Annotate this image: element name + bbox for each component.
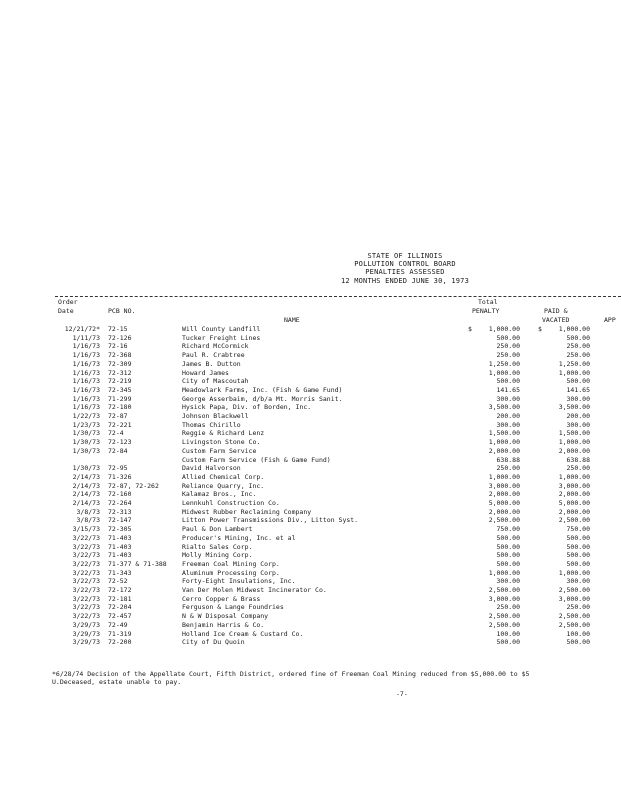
- party-name: Freeman Coal Mining Corp.: [182, 559, 280, 568]
- paid-vacated: 200.00: [566, 412, 590, 420]
- table-row: [0, 525, 621, 533]
- paid-vacated: 5,000.00: [558, 499, 590, 507]
- paid-vacated: 1,000.00: [558, 472, 590, 481]
- report-title-board: POLLUTION CONTROL BOARD: [354, 260, 456, 268]
- paid-vacated: 1,500.00: [558, 429, 590, 438]
- paid-vacated: 1,000.00: [558, 368, 590, 377]
- table-row: [0, 447, 621, 455]
- header-rule: [55, 296, 621, 297]
- pcb-number: 72-4: [108, 429, 124, 438]
- table-row: [0, 360, 621, 368]
- total-penalty: 500.00: [496, 638, 520, 647]
- party-name: Paul & Don Lambert: [182, 525, 253, 534]
- pcb-number: 72-219: [108, 377, 132, 386]
- order-date: 1/11/73: [72, 333, 100, 342]
- pcb-number: 71-403: [108, 551, 132, 560]
- paid-vacated: 250.00: [566, 464, 590, 473]
- page-number: -7-: [396, 690, 408, 698]
- order-date: 3/8/73: [76, 516, 100, 525]
- table-row: [0, 586, 621, 594]
- paid-vacated: 250.00: [566, 603, 590, 612]
- order-date: 3/22/73: [72, 533, 100, 542]
- party-name: Reliance Quarry, Inc.: [182, 481, 265, 490]
- pcb-number: 72-200: [108, 638, 132, 647]
- party-name: Midwest Rubber Reclaiming Company: [182, 507, 312, 516]
- table-row: [0, 621, 621, 629]
- party-name: Howard James: [182, 368, 229, 377]
- party-name: Johnson Blackwell: [182, 412, 249, 420]
- paid-vacated: 3,000.00: [558, 481, 590, 490]
- table-row: [0, 490, 621, 498]
- paid-vacated: 1,250.00: [558, 359, 590, 368]
- total-penalty: 1,000.00: [488, 438, 520, 447]
- party-name: Will County Landfill: [182, 325, 261, 333]
- col-order: Order: [58, 298, 78, 306]
- pcb-number: 72-312: [108, 368, 132, 377]
- table-row: [0, 516, 621, 524]
- table-row: [0, 412, 621, 420]
- order-date: 3/22/73: [72, 603, 100, 612]
- pcb-number: 72-123: [108, 438, 132, 447]
- table-row: [0, 603, 621, 611]
- paid-vacated: 2,000.00: [558, 490, 590, 499]
- order-date: 1/22/73: [72, 412, 100, 420]
- table-row: [0, 403, 621, 411]
- pcb-number: 72-264: [108, 499, 132, 507]
- party-name: Aluminum Processing Corp.: [182, 568, 280, 577]
- party-name: Tucker Freight Lines: [182, 333, 261, 342]
- pcb-number: 72-16: [108, 342, 128, 351]
- party-name: Ferguson & Lange Foundries: [182, 603, 284, 612]
- pcb-number: 71-403: [108, 533, 132, 542]
- table-row: [0, 351, 621, 359]
- total-penalty: 500.00: [496, 533, 520, 542]
- order-date: 3/22/73: [72, 559, 100, 568]
- total-penalty: 1,000.00: [488, 368, 520, 377]
- pcb-number: 72-147: [108, 516, 132, 525]
- paid-vacated: 2,500.00: [558, 516, 590, 525]
- table-row: [0, 438, 621, 446]
- order-date: 2/14/73: [72, 472, 100, 481]
- table-row: [0, 421, 621, 429]
- total-penalty: 500.00: [496, 333, 520, 342]
- paid-vacated: 2,000.00: [558, 507, 590, 516]
- paid-vacated: 250.00: [566, 351, 590, 360]
- party-name: Custom Farm Service (Fish & Game Fund): [182, 455, 331, 464]
- order-date: 1/30/73: [72, 464, 100, 473]
- pcb-number: 72-172: [108, 586, 132, 594]
- total-penalty: 2,000.00: [488, 446, 520, 455]
- col-date: Date: [58, 307, 74, 315]
- pcb-number: 72-180: [108, 403, 132, 412]
- paid-vacated: 500.00: [566, 333, 590, 342]
- col-name: NAME: [284, 316, 300, 324]
- pcb-number: 71-403: [108, 542, 132, 551]
- party-name: Molly Mining Corp.: [182, 551, 253, 560]
- order-date: 3/22/73: [72, 568, 100, 577]
- total-penalty: 2,000.00: [488, 507, 520, 516]
- order-date: 1/30/73: [72, 429, 100, 438]
- total-penalty: 250.00: [496, 603, 520, 612]
- table-row: [0, 551, 621, 559]
- table-row: [0, 630, 621, 638]
- total-penalty: 1,000.00: [488, 568, 520, 577]
- order-date: 3/22/73: [72, 551, 100, 560]
- table-row: [0, 534, 621, 542]
- table-row: [0, 429, 621, 437]
- paid-vacated: 250.00: [566, 342, 590, 351]
- pcb-number: 72-15: [108, 325, 128, 333]
- order-date: 2/14/73: [72, 490, 100, 499]
- party-name: N & W Disposal Company: [182, 612, 269, 621]
- party-name: Rialto Sales Corp.: [182, 542, 253, 551]
- total-penalty: 500.00: [496, 542, 520, 551]
- total-penalty: 3,500.00: [488, 403, 520, 412]
- total-penalty: 500.00: [496, 377, 520, 386]
- order-date: 3/22/73: [72, 577, 100, 586]
- order-date: 3/29/73: [72, 629, 100, 638]
- pcb-number: 72-368: [108, 351, 132, 360]
- total-penalty: 2,500.00: [488, 612, 520, 621]
- total-penalty: 3,000.00: [488, 594, 520, 603]
- table-row: [0, 464, 621, 472]
- party-name: Cerro Copper & Brass: [182, 594, 261, 603]
- pcb-number: 72-309: [108, 359, 132, 368]
- table-row: [0, 473, 621, 481]
- total-penalty: 200.00: [496, 412, 520, 420]
- order-date: 1/16/73: [72, 368, 100, 377]
- table-row: [0, 482, 621, 490]
- pcb-number: 72-457: [108, 612, 132, 621]
- pcb-number: 72-87, 72-262: [108, 481, 159, 490]
- paid-vacated: 2,500.00: [558, 620, 590, 629]
- total-penalty: 1,000.00: [488, 472, 520, 481]
- table-row: [0, 369, 621, 377]
- party-name: Producer's Mining, Inc. et al: [182, 533, 296, 542]
- order-date: 1/16/73: [72, 377, 100, 386]
- paid-vacated: 3,000.00: [558, 594, 590, 603]
- total-penalty: 141.65: [496, 385, 520, 394]
- party-name: Thomas Chirillo: [182, 420, 241, 429]
- party-name: Paul R. Crabtree: [182, 351, 245, 360]
- report-title-period: 12 MONTHS ENDED JUNE 30, 1973: [340, 277, 470, 285]
- order-date: 1/16/73: [72, 403, 100, 412]
- party-name: City of Mascoutah: [182, 377, 249, 386]
- table-row: [0, 334, 621, 342]
- paid-vacated: 300.00: [566, 577, 590, 586]
- party-name: Livingston Stone Co.: [182, 438, 261, 447]
- total-penalty: 3,000.00: [488, 481, 520, 490]
- party-name: Kalamaz Bros., Inc.: [182, 490, 257, 499]
- table-row: [0, 508, 621, 516]
- party-name: George Asserbaim, d/b/a Mt. Morris Sanit.: [182, 394, 343, 403]
- col-vacated: VACATED: [542, 316, 570, 324]
- order-date: 2/14/73: [72, 499, 100, 507]
- order-date: 3/22/73: [72, 612, 100, 621]
- footnote-appellate: *6/28/74 Decision of the Appellate Court, Fifth District, ordered fine of Freeman Coal Mining reduced from $5,000.00 to $5: [52, 670, 530, 678]
- party-name: Lennkuhl Construction Co.: [182, 499, 280, 507]
- paid-vacated: 2,000.00: [558, 446, 590, 455]
- party-name: Meadowlark Farms, Inc. (Fish & Game Fund): [182, 385, 343, 394]
- table-row: [0, 612, 621, 620]
- pcb-number: 71-377 & 71-388: [108, 559, 167, 568]
- table-row: [0, 342, 621, 350]
- pcb-number: 71-299: [108, 394, 132, 403]
- total-penalty: 5,000.00: [488, 499, 520, 507]
- col-app: APP: [604, 316, 616, 324]
- table-row: [0, 499, 621, 507]
- party-name: James B. Dutton: [182, 359, 241, 368]
- pcb-number: 71-343: [108, 568, 132, 577]
- pcb-number: 72-313: [108, 507, 132, 516]
- paid-vacated: 500.00: [566, 377, 590, 386]
- paid-vacated: 500.00: [566, 559, 590, 568]
- pcb-number: 72-126: [108, 333, 132, 342]
- order-date: 12/21/72*: [64, 325, 100, 333]
- party-name: Benjamin Harris & Co.: [182, 620, 265, 629]
- paid-vacated: 3,500.00: [558, 403, 590, 412]
- paid-vacated: 300.00: [566, 394, 590, 403]
- total-penalty: 300.00: [496, 420, 520, 429]
- paid-vacated: 638.88: [566, 455, 590, 464]
- order-date: 1/23/73: [72, 420, 100, 429]
- table-row: [0, 325, 621, 333]
- total-penalty: 1,250.00: [488, 359, 520, 368]
- pcb-number: 72-95: [108, 464, 128, 473]
- pcb-number: 72-87: [108, 412, 128, 420]
- party-name: Van Der Molen Midwest Incinerator Co.: [182, 586, 327, 594]
- table-row: [0, 577, 621, 585]
- pcb-number: 72-204: [108, 603, 132, 612]
- report-title-penalties: PENALTIES ASSESSED: [365, 268, 445, 276]
- paid-vacated: 500.00: [566, 638, 590, 647]
- pcb-number: 72-49: [108, 620, 128, 629]
- total-penalty: 1,000.00: [488, 325, 520, 333]
- paid-vacated: 500.00: [566, 542, 590, 551]
- order-date: 3/22/73: [72, 594, 100, 603]
- party-name: Allied Chemical Corp.: [182, 472, 265, 481]
- party-name: David Halvorson: [182, 464, 241, 473]
- paid-vacated: 100.00: [566, 629, 590, 638]
- table-row: [0, 377, 621, 385]
- party-name: Litton Power Transmissions Div., Litton Syst.: [182, 516, 359, 525]
- table-row: [0, 395, 621, 403]
- total-penalty: 500.00: [496, 559, 520, 568]
- total-penalty: 250.00: [496, 464, 520, 473]
- order-date: 1/16/73: [72, 342, 100, 351]
- table-row: [0, 569, 621, 577]
- pcb-number: 72-160: [108, 490, 132, 499]
- col-total: Total: [478, 298, 498, 306]
- party-name: Custom Farm Service: [182, 446, 257, 455]
- pcb-number: 71-326: [108, 472, 132, 481]
- total-penalty: 750.00: [496, 525, 520, 534]
- table-row: [0, 456, 621, 464]
- paid-vacated: 300.00: [566, 420, 590, 429]
- col-paid: PAID &: [544, 307, 568, 315]
- col-penalty: PENALTY: [472, 307, 500, 315]
- paid-vacated: 750.00: [566, 525, 590, 534]
- pcb-number: 71-319: [108, 629, 132, 638]
- paid-vacated: 1,000.00: [558, 568, 590, 577]
- total-penalty: 1,500.00: [488, 429, 520, 438]
- table-row: [0, 595, 621, 603]
- party-name: Hysick Papa, Div. of Borden, Inc.: [182, 403, 312, 412]
- total-penalty: 2,000.00: [488, 490, 520, 499]
- report-title-state: STATE OF ILLINOIS: [367, 252, 443, 260]
- dollar-sign: $: [538, 325, 542, 333]
- total-penalty: 250.00: [496, 351, 520, 360]
- order-date: 3/15/73: [72, 525, 100, 534]
- total-penalty: 2,500.00: [488, 516, 520, 525]
- paid-vacated: 500.00: [566, 533, 590, 542]
- paid-vacated: 2,500.00: [558, 586, 590, 594]
- table-row: [0, 543, 621, 551]
- pcb-number: 72-345: [108, 385, 132, 394]
- paid-vacated: 500.00: [566, 551, 590, 560]
- total-penalty: 2,500.00: [488, 620, 520, 629]
- total-penalty: 500.00: [496, 551, 520, 560]
- pcb-number: 72-181: [108, 594, 132, 603]
- order-date: 1/16/73: [72, 359, 100, 368]
- order-date: 1/30/73: [72, 438, 100, 447]
- order-date: 1/16/73: [72, 385, 100, 394]
- party-name: Richard McCormick: [182, 342, 249, 351]
- pcb-number: 72-52: [108, 577, 128, 586]
- order-date: 3/8/73: [76, 507, 100, 516]
- col-pcb-no: PCB NO.: [108, 307, 136, 315]
- paid-vacated: 141.65: [566, 385, 590, 394]
- pcb-number: 72-305: [108, 525, 132, 534]
- paid-vacated: 1,000.00: [558, 438, 590, 447]
- order-date: 3/29/73: [72, 620, 100, 629]
- party-name: Reggie & Richard Lenz: [182, 429, 265, 438]
- table-row: [0, 560, 621, 568]
- order-date: 3/22/73: [72, 542, 100, 551]
- paid-vacated: 2,500.00: [558, 612, 590, 621]
- order-date: 3/29/73: [72, 638, 100, 647]
- footnote-deceased: U.Deceased, estate unable to pay.: [52, 678, 182, 686]
- order-date: 1/30/73: [72, 446, 100, 455]
- total-penalty: 300.00: [496, 577, 520, 586]
- party-name: Forty-Eight Insulations, Inc.: [182, 577, 296, 586]
- dollar-sign: $: [468, 325, 472, 333]
- order-date: 3/22/73: [72, 586, 100, 594]
- total-penalty: 300.00: [496, 394, 520, 403]
- order-date: 1/16/73: [72, 351, 100, 360]
- total-penalty: 250.00: [496, 342, 520, 351]
- table-row: [0, 638, 621, 646]
- total-penalty: 100.00: [496, 629, 520, 638]
- paid-vacated: 1,000.00: [558, 325, 590, 333]
- party-name: City of Du Quoin: [182, 638, 245, 647]
- pcb-number: 72-221: [108, 420, 132, 429]
- order-date: 2/14/73: [72, 481, 100, 490]
- total-penalty: 2,500.00: [488, 586, 520, 594]
- party-name: Holland Ice Cream & Custard Co.: [182, 629, 304, 638]
- total-penalty: 638.88: [496, 455, 520, 464]
- pcb-number: 72-84: [108, 446, 128, 455]
- table-row: [0, 386, 621, 394]
- order-date: 1/16/73: [72, 394, 100, 403]
